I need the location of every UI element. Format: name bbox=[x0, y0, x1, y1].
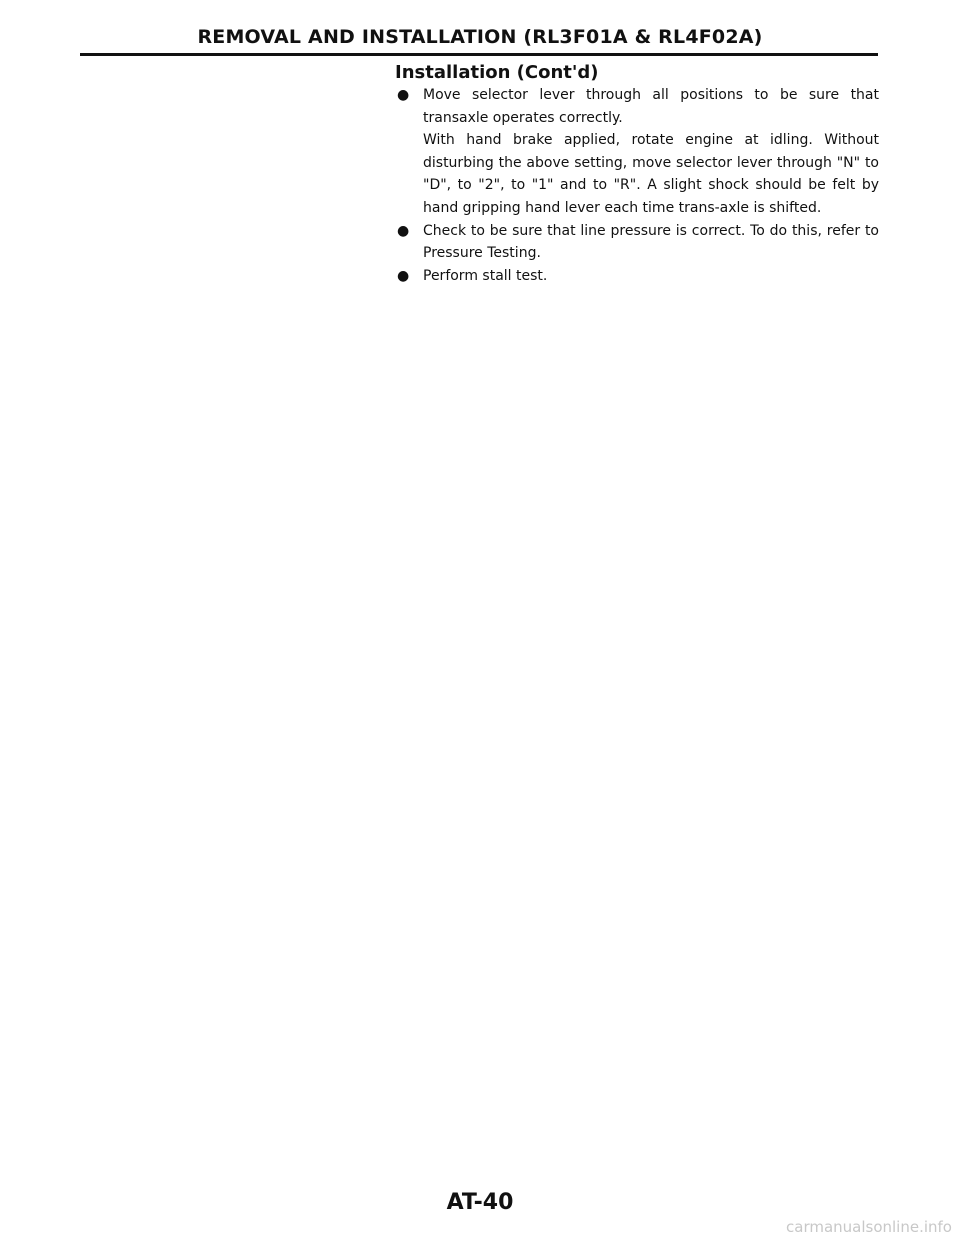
instruction-item-1 bbox=[395, 84, 879, 129]
watermark-text: carmanualsonline.info bbox=[786, 1218, 952, 1236]
instruction-list bbox=[395, 84, 879, 287]
page-number: AT-40 bbox=[446, 1190, 514, 1215]
instruction-text-2: With hand brake applied, rotate engine at idling. Without disturbing the above setting, move selector lever through "N" to "D", to "2", to "1" and to "R". A slight shock should be felt by hand gripping hand lever each time trans-axle is shifted. bbox=[423, 132, 879, 216]
instruction-text-4: Perform stall test. bbox=[423, 267, 548, 284]
header-rule bbox=[80, 53, 878, 56]
instruction-item-3 bbox=[395, 220, 879, 265]
instruction-item-4 bbox=[395, 265, 879, 288]
bullet-icon: ● bbox=[397, 87, 410, 103]
instruction-item-2 bbox=[395, 129, 879, 219]
page-header-title: REMOVAL AND INSTALLATION (RL3F01A & RL4F02A) bbox=[197, 26, 763, 48]
bullet-icon: ● bbox=[397, 222, 410, 239]
section-title: Installation (Cont'd) bbox=[395, 62, 599, 83]
instruction-text-1: Move selector lever through all positions to be sure that transaxle operates correctly. bbox=[423, 87, 879, 126]
instruction-text-3: Check to be sure that line pressure is correct. To do this, refer to Pressure Testing. bbox=[423, 222, 879, 262]
bullet-icon: ● bbox=[397, 267, 410, 284]
